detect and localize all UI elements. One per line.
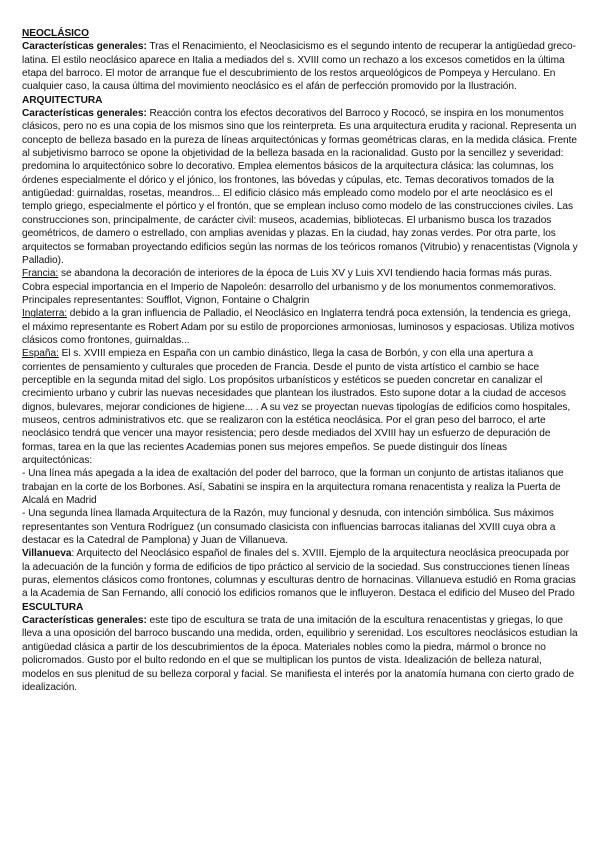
document-page <box>22 27 578 694</box>
text-caracteristicas-escultura: este tipo de escultura se trata de una imitación de la escultura renacentistas y griegas, lo que lleva a una oposición del barroco buscando una medida, orden, equilibrio y serenidad. Los escultores neoclásicos estudian la antigüedad clásica a partir de los descubrimientos de la época. Materiales nobles como la piedra, mármol o bronce no policromados. Gusto por el bulto redondo en el que se multiplican los puntos de vista. Idealización de belleza natural, modelos en sus plenitud de su belleza corporal y facial. Se manifiesta el interés por la anatomía humana con cierto grado de idealización. <box>22 615 578 693</box>
section-title-arquitectura: ARQUITECTURA <box>22 94 103 106</box>
label-caracteristicas-escultura: Características generales: <box>22 615 147 627</box>
paragraph-espana-linea-1: - Una línea más apegada a la idea de exaltación del poder del barroco, que la forman un conjunto de artistas italianos que trabajan en la corte de los Borbones. Así, Sabatini se inspira en la arquitectura romana renacentista y realiza la Puerta de Alcalá en Madrid <box>22 468 564 507</box>
paragraph-francia <box>22 267 578 307</box>
paragraph-arquitectura-caracteristicas <box>22 107 578 267</box>
text-villanueva: : Arquitecto del Neoclásico español de finales del s. XVIII. Ejemplo de la arquitectura neoclásica preocupada por la adecuación de la función y forma de edificios de tipo práctico al servicio de la sociedad. Sus construcciones tienen líneas puras, elementos clásicos como frontones, columnas y esculturas dentro de hornacinas. Villanueva estudió en Roma gracias a la Academia de San Fernando, allí conoció los edificios romanos que le influyeron. Destaca el edificio del Museo del Prado <box>22 548 576 600</box>
label-francia: Francia: <box>22 268 59 280</box>
text-caracteristicas-neoclasico: Tras el Renacimiento, el Neoclasicismo es el segundo intento de recuperar la antigüedad greco-latina. El estilo neoclásico aparece en Italia a mediados del s. XVIII como un rechazo a los excesos cometidos en la última etapa del barroco. El motor de arranque fue el descubrimiento de los restos arqueológicos de Pompeya y Herculano. En cualquier caso, la causa última del movimiento neoclásico es el afán de perfección promovido por la Ilustración. <box>22 41 576 93</box>
text-inglaterra: debido a la gran influencia de Palladio, el Neoclásico en Inglaterra tendrá poca extensión, la tendencia es griega, el máximo representante es Robert Adam por su estilo de proporciones armoniosas, luminosos y espaciosas. Utiliza motivos clásicos como frontones, guirnaldas... <box>22 308 575 346</box>
paragraph-escultura-caracteristicas <box>22 614 578 694</box>
text-francia: se abandona la decoración de interiores de la época de Luis XV y Luis XVI tendiendo hacia formas más puras. Cobra especial importancia en el Imperio de Napoleón: desarrollo del urbanismo y de los monumentos conmemorativos. Principales representantes: Soufflot, Vignon, Fontaine o Chalgrin <box>22 268 557 306</box>
text-espana: El s. XVIII empieza en España con un cambio dinástico, llega la casa de Borbón, y con ella una apertura a corrientes de pensamiento y culturales que proceden de Francia. Desde el punto de vista artístico el cambio se hace perceptible en la segunda mitad del siglo. Los propósitos urbanísticos y estéticos se pueden concretar en canalizar el crecimiento urbano y cubrir las nuevas necesidades que plantean los ilustrados. Esto supone dotar a la ciudad de accesos dignos, bulevares, mejorar condiciones de higiene... . A su vez se proyectan nuevas tipologías de edificios como hospitales, museos, centros administrativos etc. que se realizaron con la estética neoclásica. Por el gran peso del barroco, el arte neoclásico tendrá que vencer una mayor resistencia; pero desde mediados del XVIII hay un esfuerzo de depuración de formas, tarea en la que las recientes Academias ponen sus mejores empeños. Se puede distinguir dos líneas arquitectónicas: <box>22 348 571 466</box>
label-caracteristicas-neoclasico: Características generales: <box>22 41 147 53</box>
label-inglaterra: Inglaterra: <box>22 308 68 320</box>
paragraph-inglaterra <box>22 307 578 347</box>
section-title-escultura: ESCULTURA <box>22 601 84 613</box>
label-villanueva: Villanueva <box>22 548 72 560</box>
text-caracteristicas-arquitectura: Reacción contra los efectos decorativos del Barroco y Rococó, se inspira en los monumentos clásicos, pero no es una copia de los mismos sino que los reinterpreta. Es una arquitectura erudita y racional. Representa un concepto de belleza basado en la pureza de líneas arquitectónicas y formas geométricas claras, en la medida clásica. Frente al subjetivismo barroco se opone la objetividad de la belleza basada en la racionalidad. Gusto por la sencillez y severidad: predomina lo arquitectónico sobre lo decorativo. Emplea elementos básicos de la arquitectura clásica: las columnas, los órdenes especialmente el dórico y el jónico, los frontones, las bóvedas y cúpulas, etc. Temas decorativos tomados de la antigüedad: guirnaldas, rosetas, meandros... El edificio clásico más empleado como modelo por el arte neoclásico es el templo griego, especialmente el pórtico y el frontón, que se emplean incluso como modelo de las construcciones civiles. Las construcciones son, principalmente, de carácter civil: museos, academias, bibliotecas. El urbanismo busca los trazados geométricos, de damero o estrellado, con amplias avenidas y plazas. En la ciudad, hay zonas verdes. Por otra parte, los arquitectos se formaban proyectando edificios según las normas de los teóricos romanos (Vitrubio) y renacentistas (Vignola y Palladio). <box>22 108 578 266</box>
label-caracteristicas-arquitectura: Características generales: <box>22 108 147 120</box>
paragraph-villanueva <box>22 547 578 600</box>
label-espana: España: <box>22 348 59 360</box>
paragraph-espana-linea-2: - Una segunda línea llamada Arquitectura de la Razón, muy funcional y desnuda, con intención simbólica. Sus máximos representantes son Ventura Rodríguez (un consumado clasicista con influencias barrocas italianas del XVIII cuya obra a destacar es la Catedral de Pamplona) y Juan de Villanueva. <box>22 508 556 547</box>
paragraph-espana <box>22 347 578 467</box>
paragraph-neoclasico-caracteristicas <box>22 40 578 93</box>
section-title-neoclasico: NEOCLÁSICO <box>22 28 90 39</box>
